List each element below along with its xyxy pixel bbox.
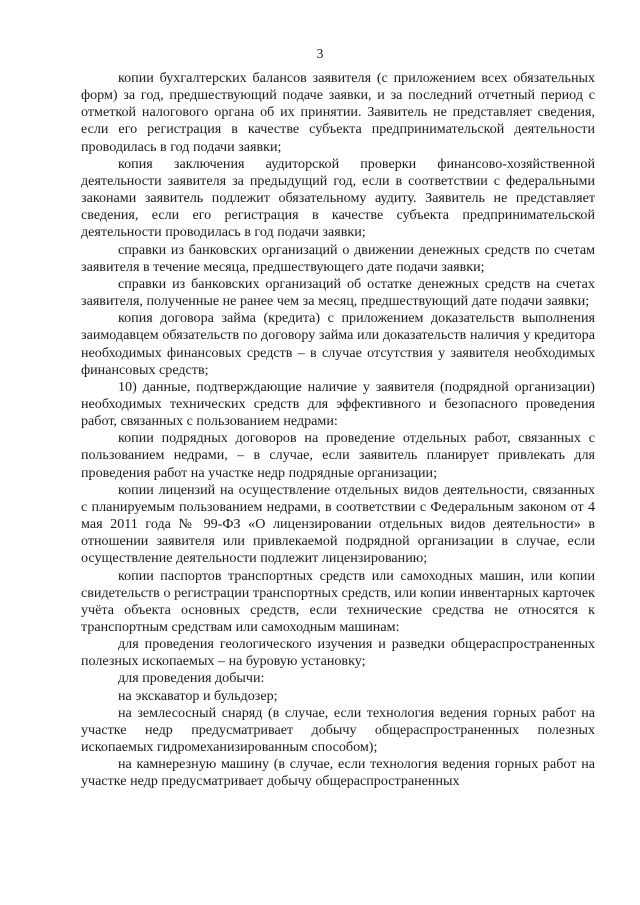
- paragraph-licenses: копии лицензий на осуществление отдельных видов деятельности, связанных с планируемым пользованием недрами, в соответствии с Федеральным законом от 4 мая 2011 года № 99-ФЗ «О лицензировании отдельных видов деятельности» в отношении заявителя или привлекаемой подрядной организации в случае, если осуществление деятельности подлежит лицензированию;: [81, 481, 595, 567]
- paragraph-contractor-agreements: копии подрядных договоров на проведение отдельных работ, связанных с пользованием недрами, – в случае, если заявитель планирует привлекать для проведения работ на участке недр подрядные организации;: [81, 430, 595, 481]
- paragraph-extraction: для проведения добычи:: [118, 670, 265, 687]
- paragraph-audit-report: копия заключения аудиторской проверки финансово-хозяйственной деятельности заявителя за предыдущий год, если в соответствии с федеральными законами заявитель подлежит обязательному аудиту. Заявитель не представляет сведения, если его регистрация в качестве субъекта предпринимательской деятельности проводилась в год подачи заявки;: [81, 155, 595, 241]
- paragraph-stone-cutter: на камнерезную машину (в случае, если технология ведения горных работ на участке недр предусматривает добычу общераспространенных: [81, 756, 595, 790]
- paragraph-exploration: для проведения геологического изучения и разведки общераспространенных полезных ископаемых – на буровую установку;: [81, 636, 595, 670]
- page-number: 3: [316, 46, 324, 61]
- paragraph-item-10: 10) данные, подтверждающие наличие у заявителя (подрядной организации) необходимых технических средств для эффективного и безопасного проведения работ, связанных с пользованием недрами:: [81, 378, 595, 430]
- paragraph-accounting-balances: копии бухгалтерских балансов заявителя (с приложением всех обязательных форм) за год, предшествующий подаче заявки, и за последний отчетный период с отметкой налогового органа об их принятии. Заявитель не представляет сведения, если его регистрация в качестве субъекта предпринимательской деятельности проводилась в год подачи заявки;: [81, 70, 595, 155]
- paragraph-dredger: на землесосный снаряд (в случае, если технология ведения горных работ на участке недр предусматривает добычу общераспространенных полезных ископаемых гидромеханизированным способом);: [81, 704, 595, 756]
- paragraph-excavator: на экскаватор и бульдозер;: [118, 687, 278, 704]
- document-body: [81, 70, 595, 791]
- paragraph-loan-agreement: копия договора займа (кредита) с приложением доказательств выполнения заимодавцем обязательств по договору займа или доказательств наличия у кредитора необходимых финансовых средств – в случае отсутствия у заявителя необходимых финансовых средств;: [81, 310, 595, 378]
- paragraph-bank-balance: справки из банковских организаций об остатке денежных средств на счетах заявителя, полученные не ранее чем за месяц, предшествующий дате подачи заявки;: [81, 275, 595, 310]
- paragraph-vehicle-passports: копии паспортов транспортных средств или самоходных машин, или копии свидетельств о регистрации транспортных средств, или копии инвентарных карточек учёта объекта основных средств, если технические средства не относятся к транспортным средствам или самоходным машинам:: [81, 567, 595, 635]
- paragraph-bank-cashflow: справки из банковских организаций о движении денежных средств по счетам заявителя в течение месяца, предшествующего дате подачи заявки;: [81, 241, 595, 275]
